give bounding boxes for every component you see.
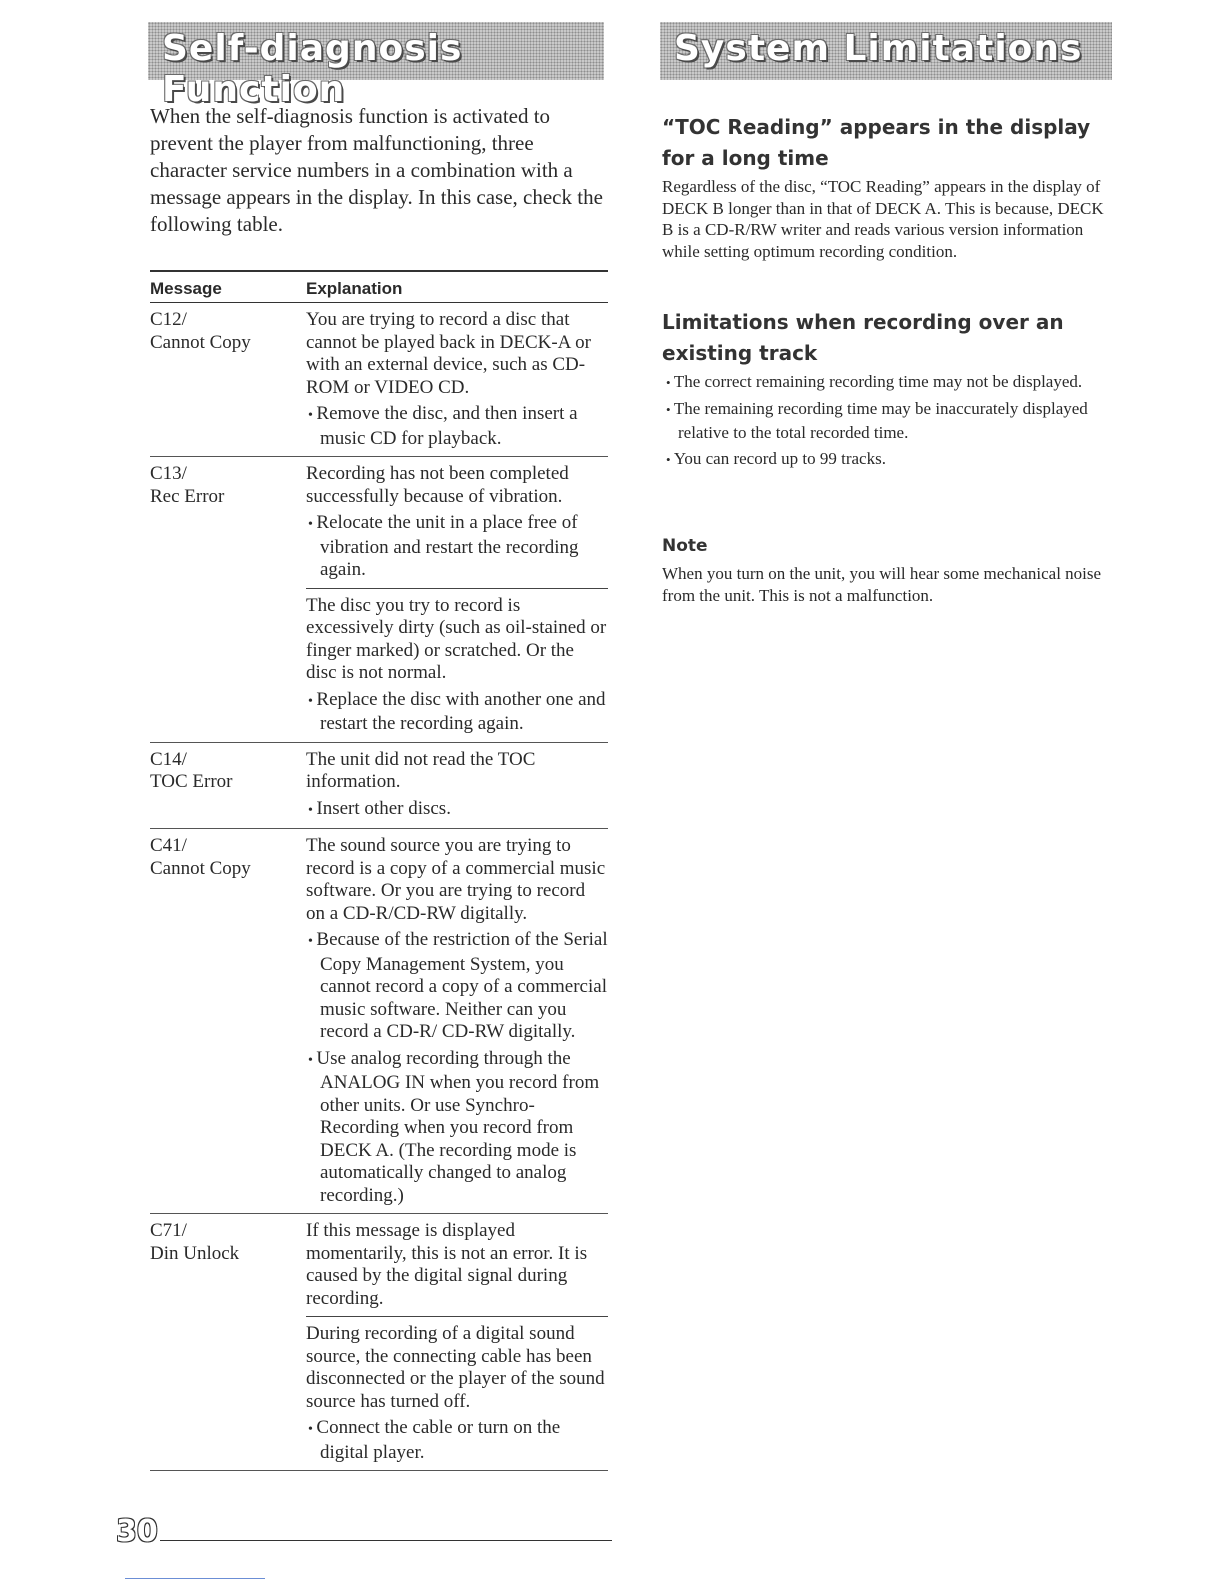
note-heading: Note — [662, 536, 708, 556]
message-text: Cannot Copy — [150, 331, 251, 353]
toc-reading-body: Regardless of the disc, “TOC Reading” appears in the display of DECK B longer than in that of DECK A. This is because, DECK B is a CD-R/RW writer and reads various version information while setting optimum recording condition. — [662, 177, 1104, 261]
list-item: • The correct remaining recording time may not be displayed. — [662, 370, 1110, 394]
message-cell — [150, 1214, 306, 1471]
explanation-cell — [306, 742, 608, 829]
explanation-text: You are trying to record a disc that cannot be played back in DECK-A or with an external device, such as CD-ROM or VIDEO CD. — [306, 309, 591, 398]
explanation-block — [306, 835, 608, 1207]
explanation-cell — [306, 829, 608, 1214]
explanation-cell — [306, 1214, 608, 1471]
system-limitations-title: System Limitations — [674, 28, 1083, 69]
explanation-text: The unit did not read the TOC information. — [306, 748, 536, 792]
intro-paragraph: When the self-diagnosis function is activated to prevent the player from malfunctioning, three character service numbers in a combination with a message appears in the display. In this case, check the following table. — [150, 104, 603, 236]
explanation-text: Recording has not been completed successfully because of vibration. — [306, 463, 569, 507]
service-code: C71/ — [150, 1220, 187, 1241]
service-code: C13/ — [150, 463, 187, 484]
table-header-row — [150, 271, 608, 303]
explanation-block — [306, 1316, 608, 1464]
table-row — [150, 303, 608, 457]
remedy-text: • Because of the restriction of the Serial Copy Management System, you cannot record a copy of a commercial music software. Neither can you record a CD-R/ CD-RW digitally. — [306, 929, 608, 1044]
explanation-text: During recording of a digital sound source, the connecting cable has been disconnected or the player of the sound source has turned off. — [306, 1323, 605, 1412]
self-diagnosis-banner — [148, 22, 604, 110]
remedy-text: • Insert other discs. — [306, 798, 608, 823]
service-code: C12/ — [150, 309, 187, 330]
footer-divider — [160, 1540, 612, 1541]
explanation-text: The sound source you are trying to record is a copy of a commercial music software. Or you are trying to record on a CD-R/CD-RW digitally. — [306, 835, 606, 924]
explanation-block — [306, 463, 608, 582]
explanation-text: The disc you try to record is excessively dirty (such as oil-stained or finger marked) or scratched. Or the disc is not normal. — [306, 594, 607, 683]
table-row — [150, 457, 608, 743]
service-code: C41/ — [150, 835, 187, 856]
message-cell — [150, 742, 306, 829]
remedy-text: • Remove the disc, and then insert a music CD for playback. — [306, 403, 608, 450]
table-row — [150, 742, 608, 829]
explanation-cell — [306, 457, 608, 743]
explanation-cell — [306, 303, 608, 457]
remedy-text: • Connect the cable or turn on the digital player. — [306, 1417, 608, 1464]
service-code: C14/ — [150, 748, 187, 770]
remedy-text: • Use analog recording through the ANALOG IN when you record from other units. Or use Synchro-Recording when you record from DECK A. (The recording mode is automatically changed to analog recording.) — [306, 1048, 608, 1208]
page-number: 30 — [116, 1514, 158, 1549]
remedy-text: • Replace the disc with another one and restart the recording again. — [306, 689, 608, 736]
limitations-heading: Limitations when recording over an existing track — [662, 310, 1064, 365]
message-column-header: Message — [150, 271, 306, 303]
message-text: TOC Error — [150, 771, 233, 792]
list-item: • You can record up to 99 tracks. — [662, 447, 1110, 471]
note-body: When you turn on the unit, you will hear some mechanical noise from the unit. This is not a malfunction. — [662, 564, 1102, 605]
message-text: Din Unlock — [150, 1242, 240, 1264]
table-row — [150, 1214, 608, 1471]
self-diagnosis-table — [150, 270, 608, 1471]
corner-divider — [125, 1578, 265, 1579]
limitations-list — [662, 370, 1110, 474]
explanation-text: If this message is displayed momentarily, this is not an error. It is caused by the digital signal during recording. — [306, 1220, 588, 1309]
explanation-block — [306, 588, 608, 736]
remedy-text: • Relocate the unit in a place free of vibration and restart the recording again. — [306, 512, 608, 582]
explanation-block — [306, 1220, 608, 1310]
explanation-block — [306, 309, 608, 450]
message-text: Cannot Copy — [150, 857, 251, 879]
explanation-block — [306, 749, 608, 823]
toc-reading-heading: “TOC Reading” appears in the display for a long time — [662, 115, 1091, 170]
message-cell — [150, 303, 306, 457]
table-row — [150, 829, 608, 1214]
explanation-column-header: Explanation — [306, 271, 608, 303]
message-text: Rec Error — [150, 485, 225, 507]
message-cell — [150, 457, 306, 743]
message-cell — [150, 829, 306, 1214]
system-limitations-banner — [660, 22, 1112, 80]
list-item: • The remaining recording time may be inaccurately displayed relative to the total recorded time. — [662, 397, 1110, 444]
self-diagnosis-title: Self-diagnosis Function — [162, 28, 463, 110]
